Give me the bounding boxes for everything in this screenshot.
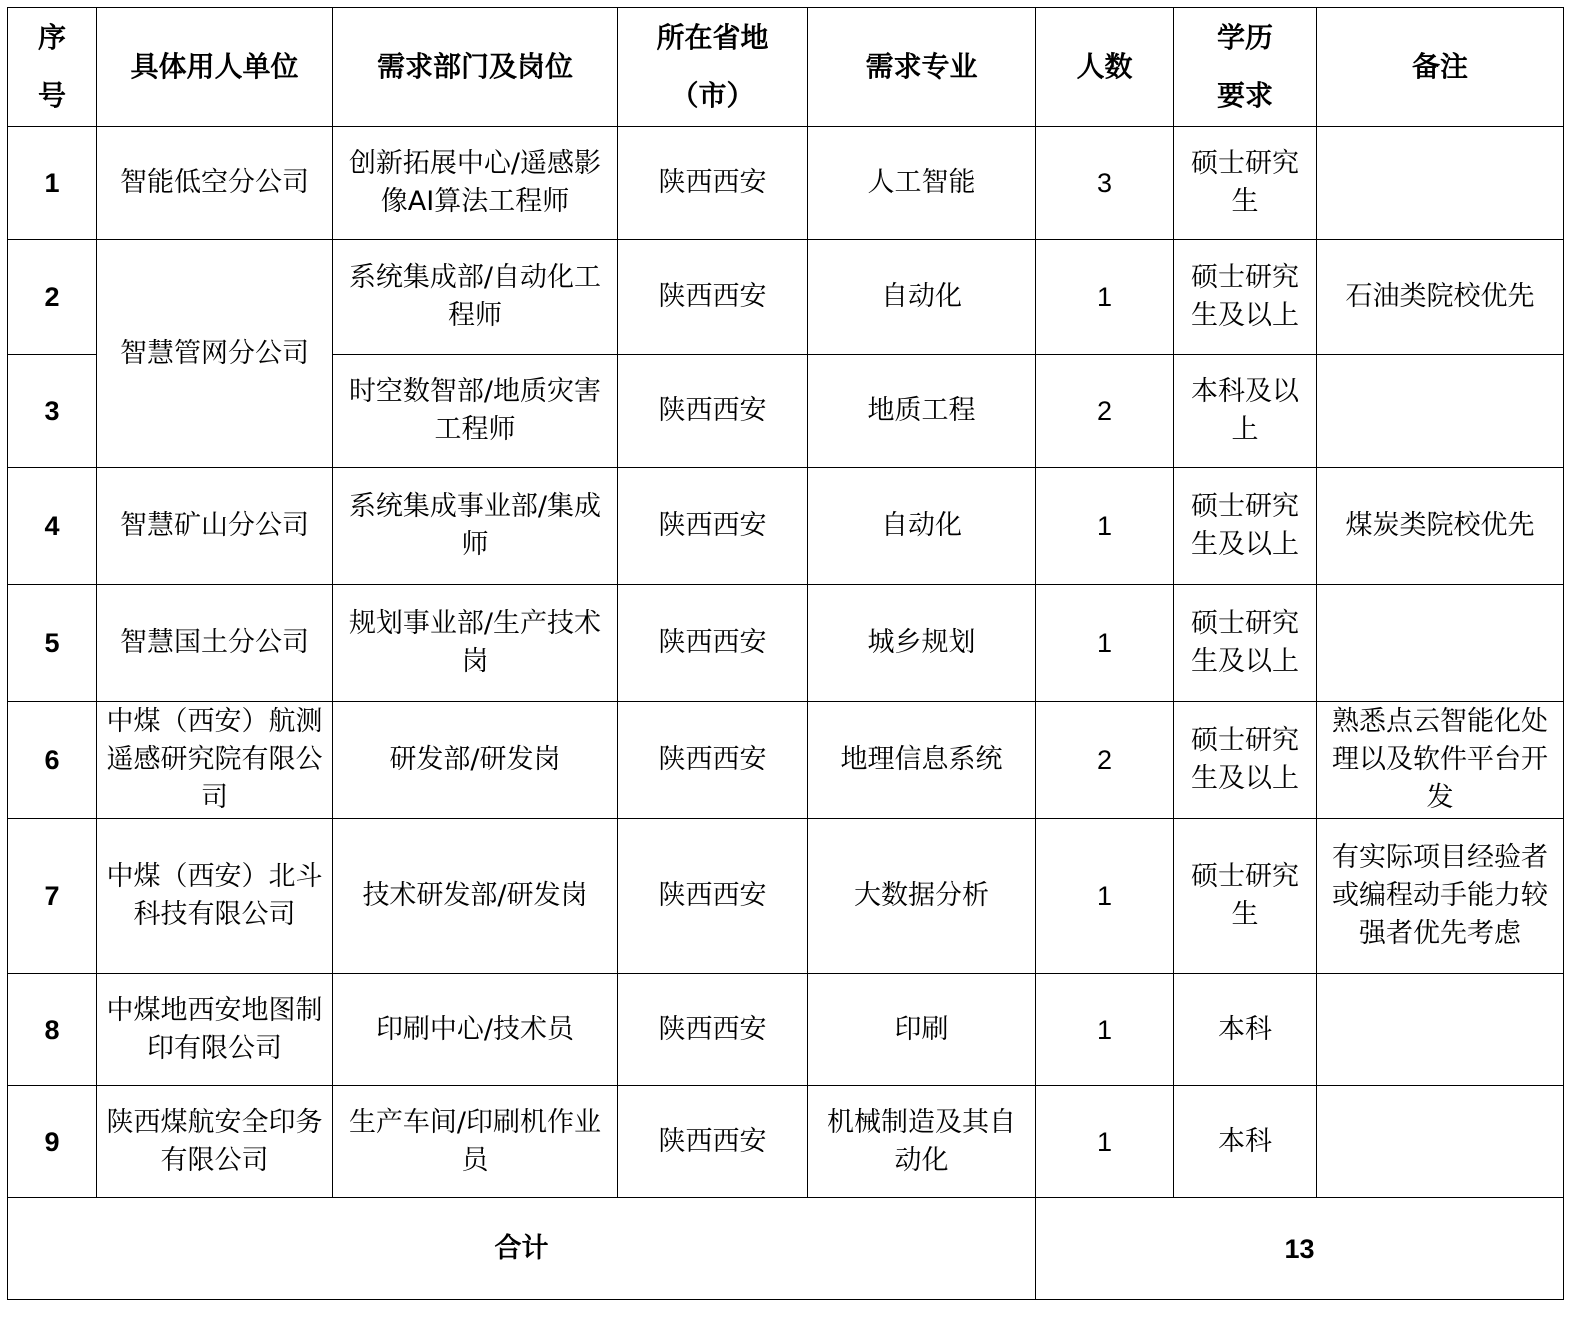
cell-location: 陕西西安 <box>618 240 808 355</box>
cell-count: 1 <box>1036 240 1174 355</box>
cell-major: 印刷 <box>808 974 1036 1086</box>
header-remarks <box>1317 8 1564 127</box>
cell-education: 硕士研究生及以上 <box>1174 702 1317 819</box>
cell-education: 本科 <box>1174 1086 1317 1198</box>
cell-dept: 研发部/研发岗 <box>333 702 618 819</box>
header-dept-label: 需求部门及岗位 <box>376 50 573 83</box>
cell-remarks <box>1317 1086 1564 1198</box>
cell-unit: 陕西煤航安全印务有限公司 <box>97 1086 333 1198</box>
cell-seq: 3 <box>8 355 97 468</box>
cell-education: 硕士研究生及以上 <box>1174 468 1317 585</box>
cell-major: 自动化 <box>808 240 1036 355</box>
table-row <box>8 240 1564 355</box>
table-row <box>8 127 1564 240</box>
cell-education: 硕士研究生及以上 <box>1174 585 1317 702</box>
cell-remarks <box>1317 127 1564 240</box>
cell-location: 陕西西安 <box>618 127 808 240</box>
cell-count: 1 <box>1036 819 1174 974</box>
header-location-label: 所在省地（市） <box>656 21 769 112</box>
cell-major: 机械制造及其自动化 <box>808 1086 1036 1198</box>
header-dept <box>333 8 618 127</box>
cell-dept: 规划事业部/生产技术岗 <box>333 585 618 702</box>
table-row <box>8 974 1564 1086</box>
table-row <box>8 585 1564 702</box>
cell-seq: 9 <box>8 1086 97 1198</box>
cell-education: 硕士研究生 <box>1174 819 1317 974</box>
cell-seq: 5 <box>8 585 97 702</box>
cell-unit: 智慧矿山分公司 <box>97 468 333 585</box>
total-value: 13 <box>1036 1198 1564 1300</box>
header-row <box>8 8 1564 127</box>
cell-count: 1 <box>1036 468 1174 585</box>
cell-seq: 8 <box>8 974 97 1086</box>
cell-count: 2 <box>1036 702 1174 819</box>
cell-seq: 4 <box>8 468 97 585</box>
header-education <box>1174 8 1317 127</box>
cell-major: 地质工程 <box>808 355 1036 468</box>
cell-location: 陕西西安 <box>618 974 808 1086</box>
table-row <box>8 702 1564 819</box>
cell-major: 自动化 <box>808 468 1036 585</box>
table-row <box>8 1086 1564 1198</box>
cell-dept: 系统集成事业部/集成师 <box>333 468 618 585</box>
cell-location: 陕西西安 <box>618 468 808 585</box>
cell-location: 陕西西安 <box>618 355 808 468</box>
cell-dept: 创新拓展中心/遥感影像AI算法工程师 <box>333 127 618 240</box>
cell-education: 本科及以上 <box>1174 355 1317 468</box>
cell-seq: 2 <box>8 240 97 355</box>
cell-remarks: 煤炭类院校优先 <box>1317 468 1564 585</box>
cell-remarks <box>1317 974 1564 1086</box>
cell-dept: 生产车间/印刷机作业员 <box>333 1086 618 1198</box>
cell-location: 陕西西安 <box>618 585 808 702</box>
cell-remarks <box>1317 355 1564 468</box>
cell-location: 陕西西安 <box>618 1086 808 1198</box>
cell-count: 2 <box>1036 355 1174 468</box>
cell-seq: 1 <box>8 127 97 240</box>
cell-seq: 7 <box>8 819 97 974</box>
cell-unit: 中煤（西安）北斗科技有限公司 <box>97 819 333 974</box>
header-unit-label: 具体用人单位 <box>130 50 299 83</box>
cell-remarks: 石油类院校优先 <box>1317 240 1564 355</box>
header-education-label: 学历要求 <box>1216 21 1273 112</box>
cell-remarks: 有实际项目经验者或编程动手能力较强者优先考虑 <box>1317 819 1564 974</box>
table-row <box>8 468 1564 585</box>
header-seq <box>8 8 97 127</box>
cell-unit: 中煤（西安）航测遥感研究院有限公司 <box>97 702 333 819</box>
cell-location: 陕西西安 <box>618 819 808 974</box>
cell-unit: 智慧管网分公司 <box>97 240 333 468</box>
cell-dept: 系统集成部/自动化工程师 <box>333 240 618 355</box>
total-row <box>8 1198 1564 1300</box>
header-location <box>618 8 808 127</box>
cell-count: 3 <box>1036 127 1174 240</box>
cell-location: 陕西西安 <box>618 702 808 819</box>
total-label: 合计 <box>8 1198 1036 1300</box>
cell-remarks <box>1317 585 1564 702</box>
cell-education: 本科 <box>1174 974 1317 1086</box>
cell-unit: 智慧国土分公司 <box>97 585 333 702</box>
cell-unit: 中煤地西安地图制印有限公司 <box>97 974 333 1086</box>
header-seq-label: 序号 <box>37 21 66 112</box>
table-row <box>8 819 1564 974</box>
cell-education: 硕士研究生及以上 <box>1174 240 1317 355</box>
header-major <box>808 8 1036 127</box>
cell-dept: 技术研发部/研发岗 <box>333 819 618 974</box>
cell-dept: 时空数智部/地质灾害工程师 <box>333 355 618 468</box>
cell-unit: 智能低空分公司 <box>97 127 333 240</box>
header-major-label: 需求专业 <box>865 50 978 83</box>
cell-seq: 6 <box>8 702 97 819</box>
cell-count: 1 <box>1036 1086 1174 1198</box>
cell-major: 城乡规划 <box>808 585 1036 702</box>
header-count <box>1036 8 1174 127</box>
cell-dept: 印刷中心/技术员 <box>333 974 618 1086</box>
cell-count: 1 <box>1036 974 1174 1086</box>
cell-major: 大数据分析 <box>808 819 1036 974</box>
cell-major: 人工智能 <box>808 127 1036 240</box>
cell-education: 硕士研究生 <box>1174 127 1317 240</box>
cell-major: 地理信息系统 <box>808 702 1036 819</box>
header-remarks-label: 备注 <box>1411 50 1468 83</box>
cell-remarks: 熟悉点云智能化处理以及软件平台开发 <box>1317 702 1564 819</box>
recruitment-table <box>7 7 1564 1300</box>
header-count-label: 人数 <box>1076 50 1133 83</box>
header-unit <box>97 8 333 127</box>
cell-count: 1 <box>1036 585 1174 702</box>
